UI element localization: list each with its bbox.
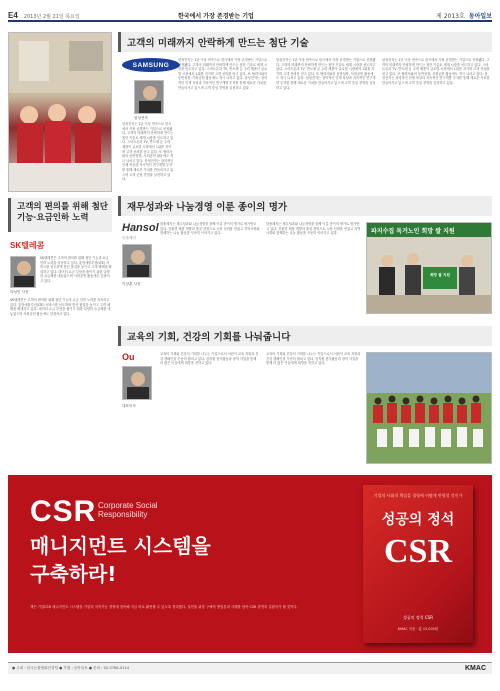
article1-col1: 삼성전자는 1년 이상 연속으로 한국에서 가장 존경받는 기업으로 선정됐다. 고객의 미래까지 안락하게 만드는 첨단 기술로 세계 시장을 선도하고 있다. 스마트폰과 TV, 반도체 등 주력 제품이 글로벌 시장에서 1위를 지키며 고객 신뢰를 얻고 있다. 또 협력사와의 동반성장, 사회공헌 활동에도 적극 나서고 있다. 삼성전자는 창의적인 인재 육성과 지속적인 연구개발 투자를 통해 새로운 가치를 만들어가고 있으며 고객 중심 경영을 실천하고 있다. [178,58,268,90]
article1-photo [8,32,112,192]
article2-title: 고객의 편의를 위해 첨단기능·요금인하 노력 [17,202,108,223]
ad-csr-sub2: Responsibility [98,510,148,519]
ad-csr-mark: CSR [30,495,97,528]
article3-title: 재무성과와 나눔경영 이룬 종이의 명가 [127,202,288,213]
ad-csr-subtitle [98,501,158,519]
book-author: 성공의 정석 CSR [403,615,433,620]
ad-book-cover [363,485,473,643]
hansol-logo-sub: 한솔제지 [122,236,136,240]
page-number: E4 [8,11,18,20]
article3-byline: 이상훈 사장 [122,282,141,286]
article1-title: 고객의 미래까지 안락하게 만드는 첨단 기술 [127,38,309,49]
section-title: 한국에서 가장 존경받는 기업 [178,13,254,20]
article2-title-bar [8,198,112,232]
article4-col1: 교육의 기회와 건강의 기회를 나누는 기업으로서 어린이 교육 지원과 건강 캠페인을 꾸준히 펼치고 있다. 임직원 봉사활동과 장학 사업을 통해 더 많은 이들에게 희망을 전하고 있다. [160,352,259,366]
article1-photo-graphic [9,33,112,192]
article4-logo: Ou [122,352,135,362]
article2-portrait [10,256,36,288]
article2-col1: SK텔레콤은 고객의 편의를 위해 첨단 기능과 요금 인하 노력을 지속하고 있다. 롱텀에볼루션(LTE) 서비스를 선도하며 통신 품질을 높이고 고객 혜택을 확대하고 있다. 데이터 요금 부담을 줄이기 위한 다양한 요금제를 내놓았으며 사회공헌 활동에도 앞장서고 있다. [10,298,111,316]
article3-col1: 한솔제지는 재무성과와 나눔경영을 함께 이룬 종이의 명가로 평가받고 있다. 친환경 제품 개발과 품질 경영으로 시장 신뢰를 얻었고 지역사회와 함께하는 나눔 활동을 꾸준히 이어가고 있다. [160,222,260,236]
article3-portrait [122,244,152,278]
page-header [8,8,492,22]
book-title-2: CSR [383,533,453,570]
article3-col2: 한솔제지는 재무성과와 나눔경영을 함께 이룬 종이의 명가로 평가받고 있다. 친환경 제품 개발과 품질 경영으로 시장 신뢰를 얻었고 지역사회와 함께하는 나눔 활동을 꾸준히 이어가고 있다. [266,222,361,236]
book-tagline: 기업의 사회적 책임을 경영에 어떻게 반영할 것인가 [373,493,463,498]
ad-headline-2: 구축하라! [30,562,117,586]
article4-photo [366,352,492,464]
header-right [436,11,492,20]
article1-byline: 삼성전자 [134,116,148,120]
article1-col0: 삼성전자는 1년 이상 연속으로 한국에서 가장 존경받는 기업으로 선정됐다. 고객의 미래까지 안락하게 만드는 첨단 기술로 세계 시장을 선도하고 있다. 스마트폰과 TV, 반도체 등 주력 제품이 글로벌 시장에서 1위를 지키며 고객 신뢰를 얻고 있다. 또 협력사와의 동반성장, 사회공헌 활동에도 적극 나서고 있다. 삼성전자는 창의적인 인재 육성과 지속적인 연구개발 투자를 통해 새로운 가치를 만들어가고 있으며 고객 중심 경영을 실천하고 있다. [122,122,174,182]
article4-title-bar [118,326,492,346]
article4-portrait [122,366,152,400]
article1-col3: 삼성전자는 1년 이상 연속으로 한국에서 가장 존경받는 기업으로 선정됐다. 고객의 미래까지 안락하게 만드는 첨단 기술로 세계 시장을 선도하고 있다. 스마트폰과 TV, 반도체 등 주력 제품이 글로벌 시장에서 1위를 지키며 고객 신뢰를 얻고 있다. 또 협력사와의 동반성장, 사회공헌 활동에도 적극 나서고 있다. 삼성전자는 창의적인 인재 육성과 지속적인 연구개발 투자를 통해 새로운 가치를 만들어가고 있으며 고객 중심 경영을 실천하고 있다. [382,58,490,85]
article1-col2: 삼성전자는 1년 이상 연속으로 한국에서 가장 존경받는 기업으로 선정됐다. 고객의 미래까지 안락하게 만드는 첨단 기술로 세계 시장을 선도하고 있다. 스마트폰과 TV, 반도체 등 주력 제품이 글로벌 시장에서 1위를 지키며 고객 신뢰를 얻고 있다. 또 협력사와의 동반성장, 사회공헌 활동에도 적극 나서고 있다. 삼성전자는 창의적인 인재 육성과 지속적인 연구개발 투자를 통해 새로운 가치를 만들어가고 있으며 고객 중심 경영을 실천하고 있다. [276,58,376,90]
article4-photo-graphic [367,353,492,464]
hansol-logo: Hansol [122,222,159,234]
article4-col2: 교육의 기회와 건강의 기회를 나누는 기업으로서 어린이 교육 지원과 건강 캠페인을 꾸준히 펼치고 있다. 임직원 봉사활동과 장학 사업을 통해 더 많은 이들에게 희망을 전하고 있다. [266,352,361,366]
ad-headline-1: 매니지먼트 시스템을 [30,534,211,558]
csr-advertisement [8,475,492,653]
footer-text: ● 주최 : 한국능률협회컨설팅 ● 후원 : 동아일보 ● 문의 : 02-3786-0114 [12,666,130,670]
article2-byline: 하성민 사장 [10,290,29,294]
kmac-logo: KMAC [465,665,486,672]
article3-title-bar [118,196,492,216]
ad-description: 책은 기업CSR 매니지먼트 시스템을 기업의 지속가능 경영에 접목해 지금 바로 활용할 수 있도록 정리했다. 실천을 위한 구체적 방법론과 사례를 담아 CSR 경영의 길잡이가 될 것이다. [30,605,298,609]
article1-title-bar [118,32,492,52]
article3-photo-graphic [367,223,492,314]
page-footer [8,662,492,674]
paper-name: 동아일보 [468,14,492,20]
samsung-logo: SAMSUNG [122,58,180,72]
book-title-1: 성공의 정석 [381,512,455,528]
article1-portrait [134,80,164,114]
article3-photo [366,222,492,314]
article4-title: 교육의 기회, 건강의 기회를 나눠줍니다 [127,332,291,343]
issue-label: 제 2013호 [436,13,465,20]
sk-logo: SK텔레콤 [10,241,45,250]
article3-photo-sign: 희망 쌀 지원 [430,273,450,277]
article4-byline: 대표이사 [122,404,136,408]
ad-csr-sub1: Corporate Social [98,501,158,510]
article3-photo-banner: 파지수집 독거노인 희망 쌀 지원 [367,223,492,237]
article2-col0: SK텔레콤은 고객의 편의를 위해 첨단 기능과 요금 인하 노력을 지속하고 있다. 롱텀에볼루션(LTE) 서비스를 선도하며 통신 품질을 높이고 고객 혜택을 확대하고 있다. 데이터 요금 부담을 줄이기 위한 다양한 요금제를 내놓았으며 사회공헌 활동에도 앞장서고 있다. [40,256,112,283]
issue-date: 2013년 2월 21일 목요일 [23,14,80,20]
book-publisher: KMAC 지음 · 값 15,000원 [397,627,439,631]
